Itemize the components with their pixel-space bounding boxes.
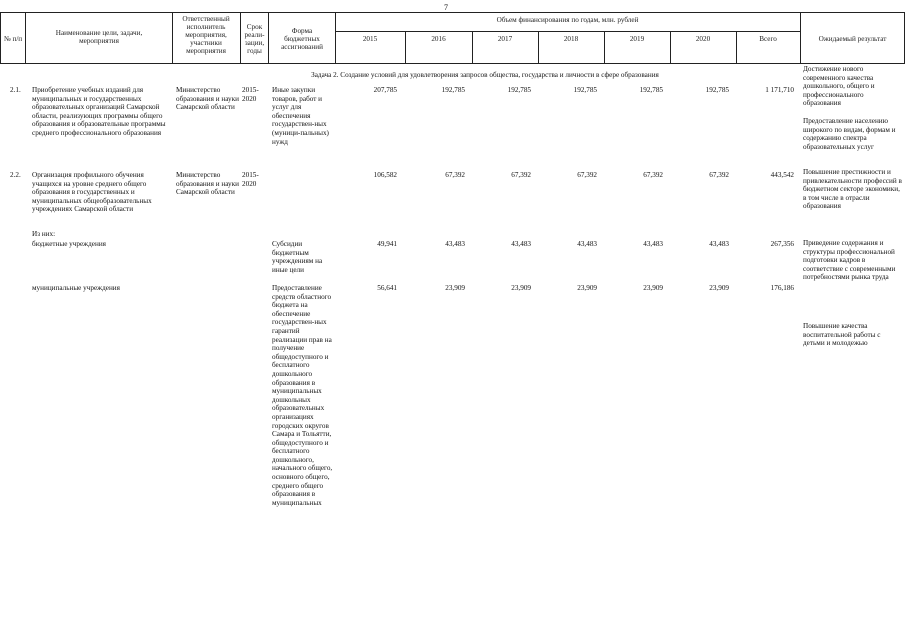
row-responsible: Министерство образования и науки Самарской области (176, 171, 239, 197)
header-form: Форма бюджетных ассигнований (281, 27, 323, 51)
expected-result: Предоставление населению широкого по видам, формам и содержанию спектра образовательных услуг (803, 117, 896, 151)
value-2019: 192,785 (639, 86, 663, 94)
value-2018: 43,483 (577, 240, 597, 248)
value-total: 443,542 (770, 171, 794, 179)
value-total: 267,356 (770, 240, 794, 248)
value-2016: 43,483 (445, 240, 465, 248)
row-form: Иные закупки товаров, работ и услуг для обеспечения государствен-ных (муници-пальных) нужд (272, 86, 329, 146)
value-2018: 23,909 (577, 284, 597, 292)
header-year-2018: 2018 (563, 35, 579, 43)
row-name: Приобретение учебных изданий для муниципальных и государственных образовательных организаций Самарской области, реализующих программы общего образования и образовательные программы среднего профессионального образования (32, 86, 166, 137)
value-2017: 192,785 (507, 86, 531, 94)
header-name: Наименование цели, задачи, мероприятия (55, 29, 143, 45)
header-total: Всего (759, 35, 777, 43)
header-num: № п/п (3, 35, 23, 43)
row-name: муниципальные учреждения (32, 284, 120, 292)
header-result: Ожидаемый результат (818, 35, 887, 43)
value-2016: 67,392 (445, 171, 465, 179)
row-term: 2015-2020 (242, 86, 259, 103)
value-2020: 67,392 (709, 171, 729, 179)
row-num: 2.2. (10, 171, 21, 179)
value-2017: 23,909 (511, 284, 531, 292)
header-year-2019: 2019 (629, 35, 645, 43)
value-2019: 43,483 (643, 240, 663, 248)
expected-result: Повышение престижности и привлекательности профессий в бюджетном секторе экономики, в том числе в отрасли образования (803, 168, 902, 211)
value-2018: 192,785 (573, 86, 597, 94)
row-form: Предоставление средств областного бюджета на обеспечение государствен-ных гарантий реализации прав на получение общедоступного и бесплатного дошкольного образования в муниципальных дошкольных образовательных организациях городских округов Самара и Тольятти, общедоступного и бесплатного дошкольного, начального общего, основного общего, среднего общего образования в муниципальных (272, 284, 333, 507)
value-2015: 56,641 (377, 284, 397, 292)
header-year-2015: 2015 (362, 35, 378, 43)
value-2020: 192,785 (705, 86, 729, 94)
subheading: Из них: (32, 230, 56, 238)
value-2019: 67,392 (643, 171, 663, 179)
header-volume: Объем финансирования по годам, млн. рублей (496, 16, 639, 24)
header-term: Срок реали-зации, годы (244, 23, 265, 55)
value-2015: 106,582 (373, 171, 397, 179)
value-2020: 23,909 (709, 284, 729, 292)
value-2017: 67,392 (511, 171, 531, 179)
header-year-2016: 2016 (431, 35, 446, 43)
value-2020: 43,483 (709, 240, 729, 248)
value-2017: 43,483 (511, 240, 531, 248)
row-name: бюджетные учреждения (32, 240, 106, 248)
task-title: Задача 2. Создание условий для удовлетворения запросов общества, государства и личности в сфере образования (311, 71, 659, 79)
value-2018: 67,392 (577, 171, 597, 179)
value-2019: 23,909 (643, 284, 663, 292)
page-number: 7 (444, 3, 448, 12)
row-num: 2.1. (10, 86, 21, 94)
expected-result: Повышение качества воспитательной работы с детьми и молодежью (803, 322, 881, 348)
row-form: Субсидии бюджетным учреждениям на иные цели (272, 240, 323, 274)
header-responsible: Ответственный исполнитель мероприятия, участники мероприятия (182, 15, 230, 55)
value-2016: 23,909 (445, 284, 465, 292)
value-total: 176,186 (770, 284, 794, 292)
value-2015: 49,941 (377, 240, 397, 248)
row-responsible: Министерство образования и науки Самарской области (176, 86, 239, 112)
value-2015: 207,785 (373, 86, 397, 94)
expected-result: Достижение нового современного качества дошкольного, общего и профессионального образования (803, 65, 875, 108)
header-year-2020: 2020 (695, 35, 711, 43)
value-total: 1 171,710 (765, 86, 794, 94)
header-year-2017: 2017 (497, 35, 513, 43)
row-name: Организация профильного обучения учащихся на уровне среднего общего образования в государственных и муниципальных общеобразовательных учреждениях Самарской области (32, 171, 152, 214)
expected-result: Приведение содержания и структуры профессиональной подготовки кадров в соответствие с современными потребностями рынка труда (803, 239, 896, 282)
value-2016: 192,785 (441, 86, 465, 94)
row-term: 2015-2020 (242, 171, 259, 188)
